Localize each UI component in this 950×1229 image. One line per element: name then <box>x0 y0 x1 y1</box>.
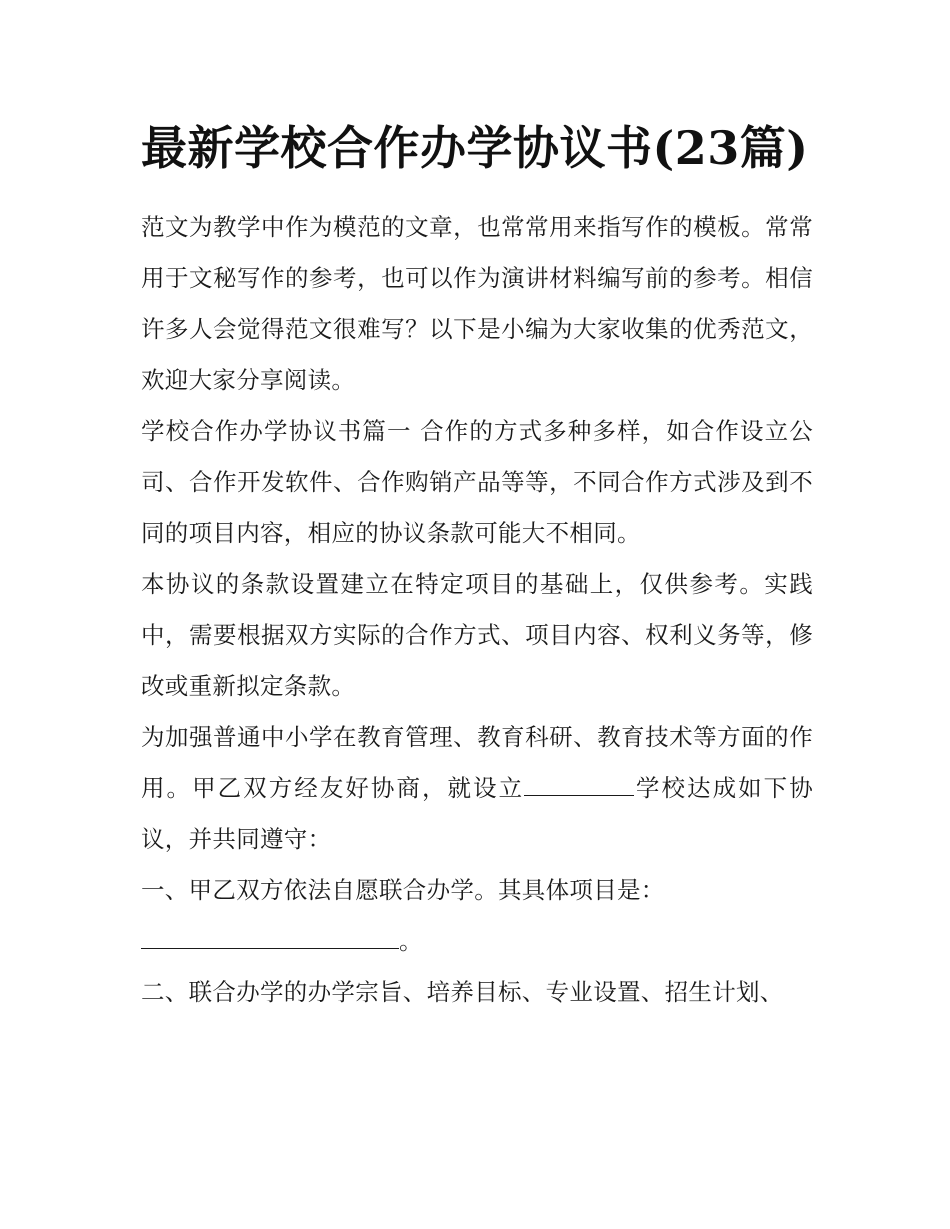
document-title: 最新学校合作办学协议书(23篇) <box>141 121 809 175</box>
paragraph-5-text-after: 。 <box>399 927 423 955</box>
paragraph-5 <box>141 916 813 967</box>
project-blank <box>141 926 399 949</box>
school-name-blank <box>524 773 634 796</box>
paragraph-4: 一、甲乙双方依法自愿联合办学。其具体项目是： <box>141 876 665 904</box>
intro-paragraph: 范文为教学中作为模范的文章，也常常用来指写作的模板。常常用于文秘写作的参考，也可以作为演讲材料编写前的参考。相信许多人会觉得范文很难写？以下是小编为大家收集的优秀范文，欢迎大家分享阅读。 <box>141 213 813 394</box>
paragraph-6: 二、联合办学的办学宗旨、培养目标、专业设置、招生计划、 <box>141 978 784 1006</box>
paragraph-3-text-after: 学校达成如下协议，并共同遵守： <box>141 774 814 853</box>
paragraph-3 <box>141 712 813 865</box>
paragraph-1: 学校合作办学协议书篇一 合作的方式多种多样，如合作设立公司、合作开发软件、合作购销产品等等，不同合作方式涉及到不同的项目内容，相应的协议条款可能大不相同。 <box>141 417 813 547</box>
paragraph-2: 本协议的条款设置建立在特定项目的基础上，仅供参考。实践中，需要根据双方实际的合作方式、项目内容、权利义务等，修改或重新拟定条款。 <box>141 570 813 700</box>
document-page <box>141 110 813 1018</box>
paragraph-3-text-before: 为加强普通中小学在教育管理、教育科研、教育技术等方面的作用。甲乙双方经友好协商，就设立 <box>141 723 813 802</box>
